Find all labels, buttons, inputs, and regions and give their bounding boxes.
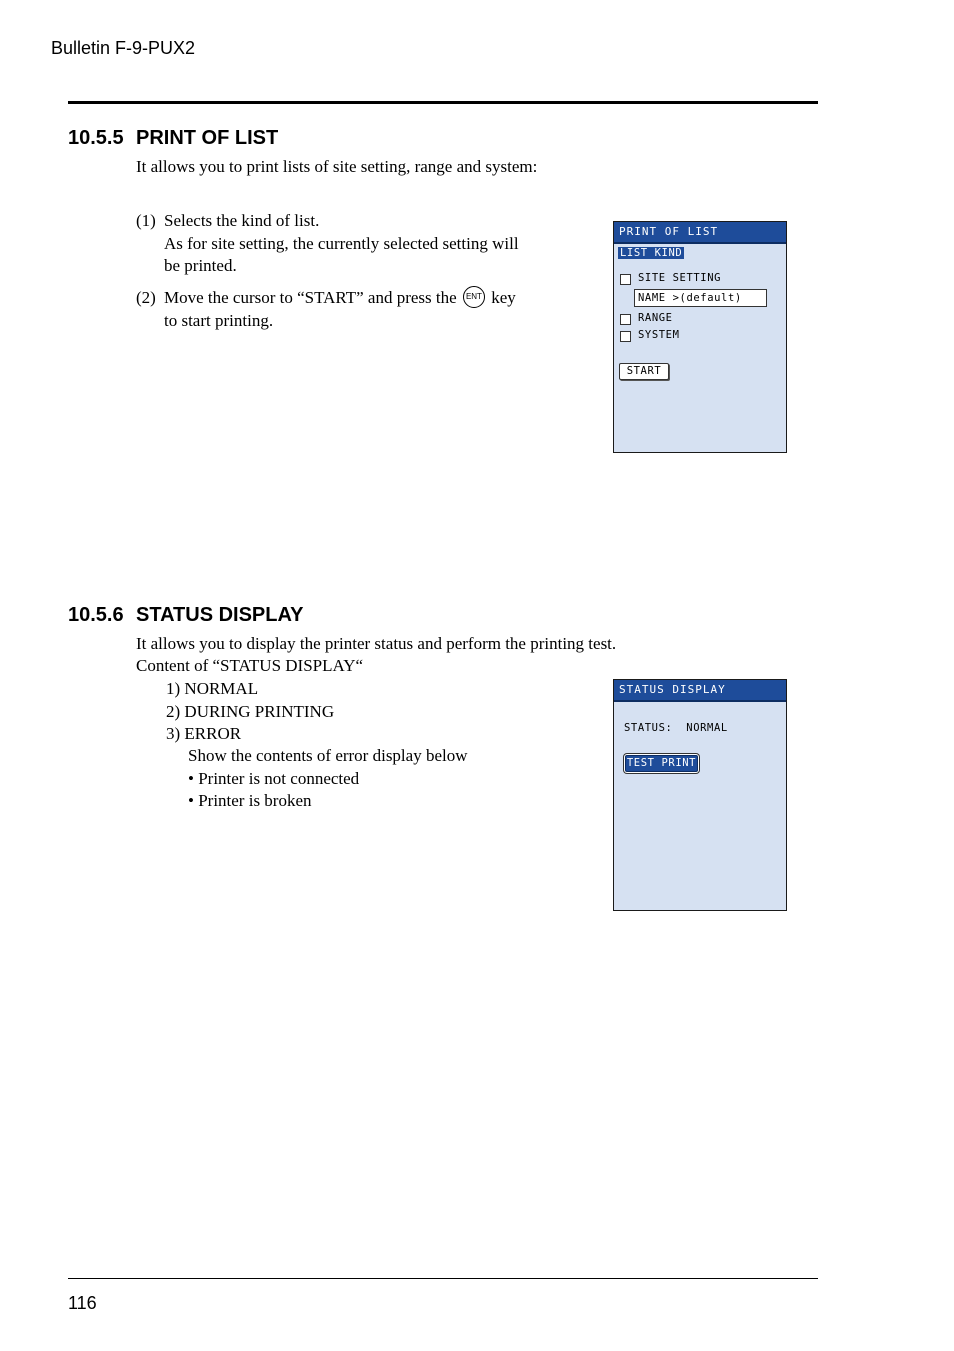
step-2 bbox=[136, 287, 556, 337]
list-item: • Printer is not connected bbox=[188, 768, 360, 788]
error-details bbox=[188, 745, 468, 813]
start-button[interactable]: START bbox=[619, 363, 669, 380]
site-setting-checkbox[interactable] bbox=[620, 274, 631, 285]
print-of-list-screen bbox=[613, 221, 787, 453]
step-text: Selects the kind of list. bbox=[164, 211, 320, 230]
step-text: to start printing. bbox=[164, 311, 274, 331]
system-label: SYSTEM bbox=[638, 329, 680, 341]
page-number: 116 bbox=[68, 1293, 97, 1313]
name-select-field[interactable]: NAME >(default) bbox=[634, 289, 767, 307]
section-number: 10.5.6 bbox=[68, 604, 124, 626]
screen-title-bar: STATUS DISPLAY bbox=[614, 680, 786, 702]
top-divider bbox=[68, 101, 818, 104]
list-item: 3) ERROR bbox=[166, 724, 242, 743]
step-1 bbox=[136, 210, 556, 280]
status-label: STATUS: bbox=[624, 722, 673, 734]
step-number: (2) bbox=[136, 288, 156, 307]
status-readout bbox=[624, 722, 728, 734]
section-title: PRINT OF LIST bbox=[136, 127, 279, 149]
section-number: 10.5.5 bbox=[68, 127, 124, 149]
step-text: As for site setting, the currently selected setting will bbox=[164, 233, 519, 253]
range-label: RANGE bbox=[638, 312, 673, 324]
step-text: Move the cursor to “START” and press the bbox=[164, 288, 457, 307]
list-kind-label: LIST KIND bbox=[620, 247, 683, 259]
list-item: 2) DURING PRINTING bbox=[166, 701, 335, 721]
section-intro: It allows you to display the printer status and perform the printing test. bbox=[136, 634, 617, 653]
system-checkbox[interactable] bbox=[620, 331, 631, 342]
section-title: STATUS DISPLAY bbox=[136, 604, 304, 626]
list-item: • Printer is broken bbox=[188, 791, 312, 810]
section-intro: It allows you to print lists of site setting, range and system: bbox=[136, 157, 538, 176]
status-list bbox=[166, 678, 334, 746]
screen-title-bar: PRINT OF LIST bbox=[614, 222, 786, 244]
section-heading-print-of-list bbox=[68, 127, 278, 150]
range-checkbox[interactable] bbox=[620, 314, 631, 325]
content-label: Content of “STATUS DISPLAY“ bbox=[136, 656, 364, 675]
step-number: (1) bbox=[136, 211, 156, 230]
bottom-divider bbox=[68, 1278, 818, 1279]
bulletin-header: Bulletin F-9-PUX2 bbox=[51, 38, 196, 58]
site-setting-label: SITE SETTING bbox=[638, 272, 722, 284]
error-description: Show the contents of error display below bbox=[188, 746, 468, 765]
step-text: key bbox=[491, 288, 516, 307]
ent-key-icon: ENT bbox=[463, 286, 485, 308]
status-value: NORMAL bbox=[686, 722, 728, 734]
test-print-button[interactable]: TEST PRINT bbox=[625, 755, 698, 772]
status-display-screen bbox=[613, 679, 787, 911]
section-heading-status-display bbox=[68, 604, 303, 627]
step-text: be printed. bbox=[164, 256, 237, 275]
list-item: 1) NORMAL bbox=[166, 679, 259, 698]
